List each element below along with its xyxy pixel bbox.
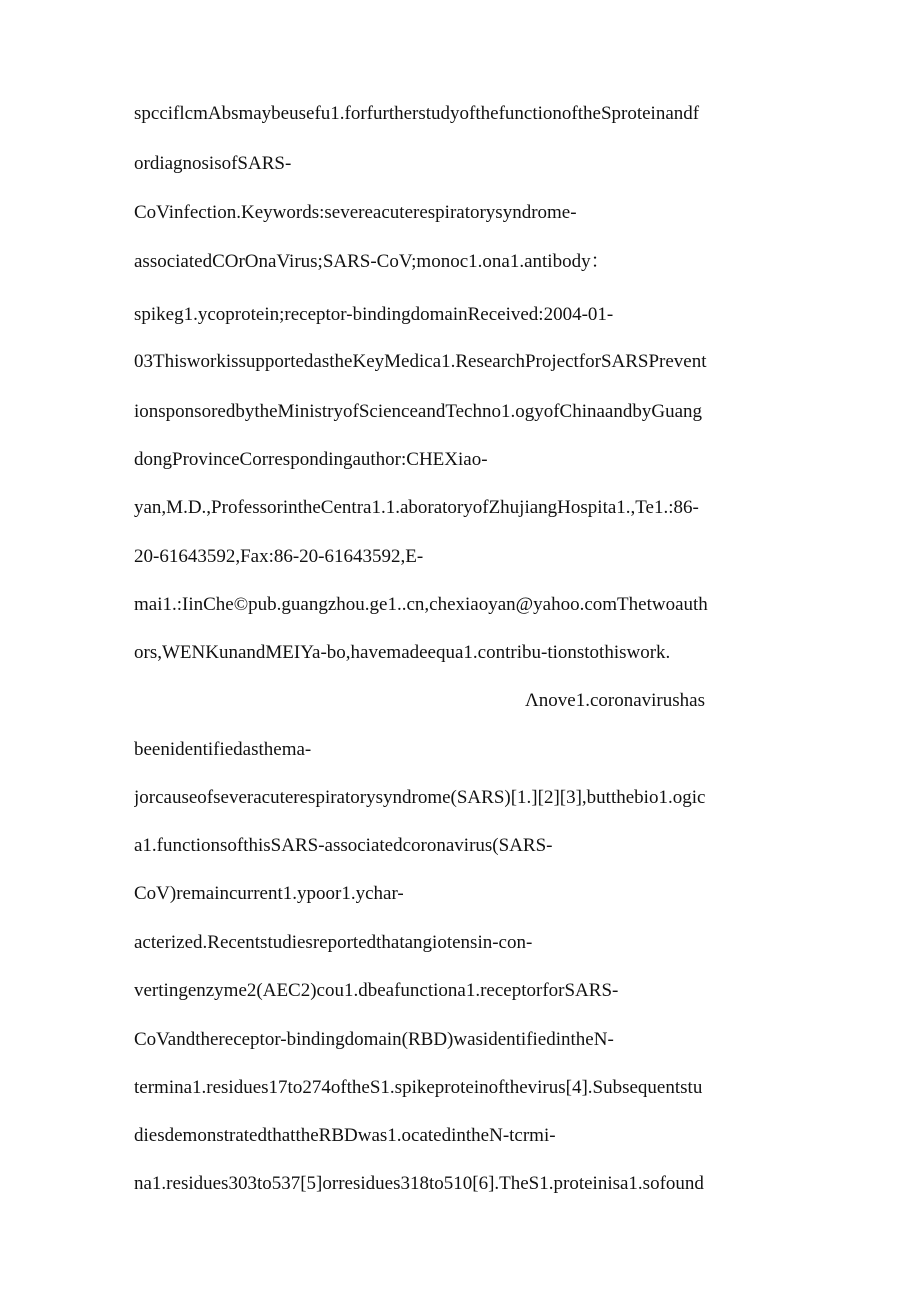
text-line: spcciflcmAbsmaybeusefu1.forfurtherstudyofthefunctionoftheSproteinandf [134,103,700,124]
text-line: dongProvinceCorrespondingauthor:CHEXiao- [134,449,488,470]
text-line: na1.residues303to537[5]orresidues318to510[6].TheS1.proteinisa1.sofound [134,1173,704,1194]
text-line: jorcauseofseveracuterespiratorysyndrome(SARS)[1.][2][3],butthebio1.ogic [134,787,706,808]
text-line: diesdemonstratedthattheRBDwas1.ocatedintheN-tcrmi- [134,1125,556,1146]
text-line: CoVinfection.Keywords:severeacuterespiratorysyndrome- [134,202,577,223]
text-line: a1.functionsofthisSARS-associatedcoronavirus(SARS- [134,835,553,856]
text-line: ionsponsoredbytheMinistryofScienceandTechno1.ogyofChinaandbyGuang [134,401,703,422]
paragraph-start-line: Λnove1.coronavirushas [525,690,705,711]
text-line: termina1.residues17to274oftheS1.spikeproteinofthevirus[4].Subsequentstu [134,1077,703,1098]
text-line: acterized.Recentstudiesreportedthatangiotensin-con- [134,932,533,953]
text-line: beenidentifiedasthema- [134,739,312,760]
text-line: CoVandthereceptor-bindingdomain(RBD)wasidentifiedintheN- [134,1029,614,1050]
text-line: ors,WENKunandMEIYa-bo,havemadeequa1.contribu-tionstothiswork. [134,642,671,663]
text-line: associatedCOrOnaVirus;SARS-CoV;monoc1.ona1.antibody： [134,251,610,272]
text-line: 20-61643592,Fax:86-20-61643592,E- [134,546,424,567]
text-line: vertingenzyme2(AEC2)cou1.dbeafunctiona1.receptorforSARS- [134,980,619,1001]
text-line: mai1.:IinChe©pub.guangzhou.ge1..cn,chexiaoyan@yahoo.comThetwoauth [134,594,708,615]
text-line: spikeg1.ycoprotein;receptor-bindingdomainReceived:2004-01- [134,304,614,325]
text-line: CoV)remaincurrent1.ypoor1.ychar- [134,883,404,904]
text-line: yan,M.D.,ProfessorintheCentra1.1.aboratoryofZhujiangHospita1.,Te1.:86- [134,497,699,518]
text-line: 03ThisworkissupportedastheKeyMedica1.ResearchProjectforSARSPrevent [134,351,707,372]
text-line: ordiagnosisofSARS- [134,153,292,174]
